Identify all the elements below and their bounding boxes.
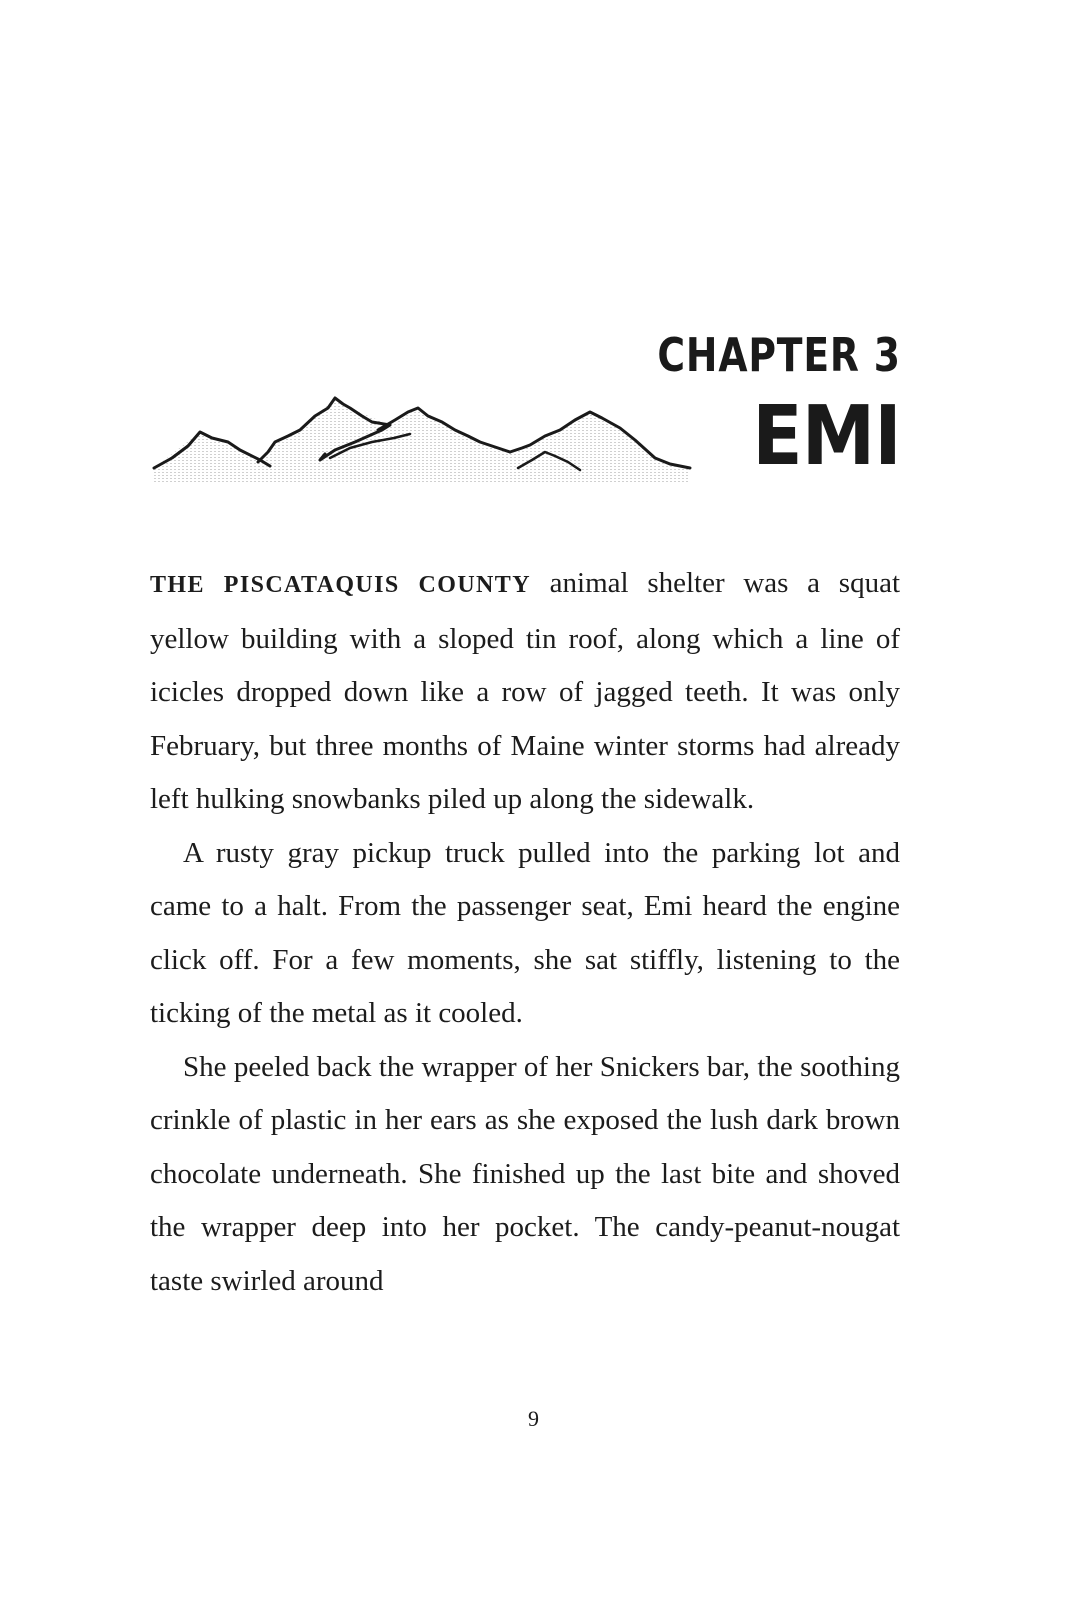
page-number: 9 <box>528 1406 539 1431</box>
paragraph-2: A rusty gray pickup truck pulled into the parking lot and came to a halt. From the passenger seat, Emi heard the engine click off. For a few moments, she sat stiffly, listening to the ticking of the metal as it cooled. <box>150 836 900 1029</box>
paragraph-1 <box>150 557 900 827</box>
lead-in: THE PISCATAQUIS COUNTY <box>150 572 531 598</box>
chapter-title: EMI <box>752 389 901 484</box>
paragraph-1-text: animal shelter was a squat yellow building with a sloped tin roof, along which a line of icicles dropped down like a row of jagged teeth. It was only February, but three months of Maine winter storms had already left hulking snowbanks piled up along the sidewalk. <box>150 567 900 815</box>
chapter-body <box>150 557 900 1308</box>
paragraph-3: She peeled back the wrapper of her Snickers bar, the soothing crinkle of plastic in her ears as she exposed the lush dark brown chocolate underneath. She finished up the last bite and shoved the wrapper deep into her pocket. The candy-peanut-nougat taste swirled around <box>150 1050 900 1297</box>
chapter-number: CHAPTER 3 <box>657 328 901 382</box>
mountain-range-icon <box>150 390 695 490</box>
